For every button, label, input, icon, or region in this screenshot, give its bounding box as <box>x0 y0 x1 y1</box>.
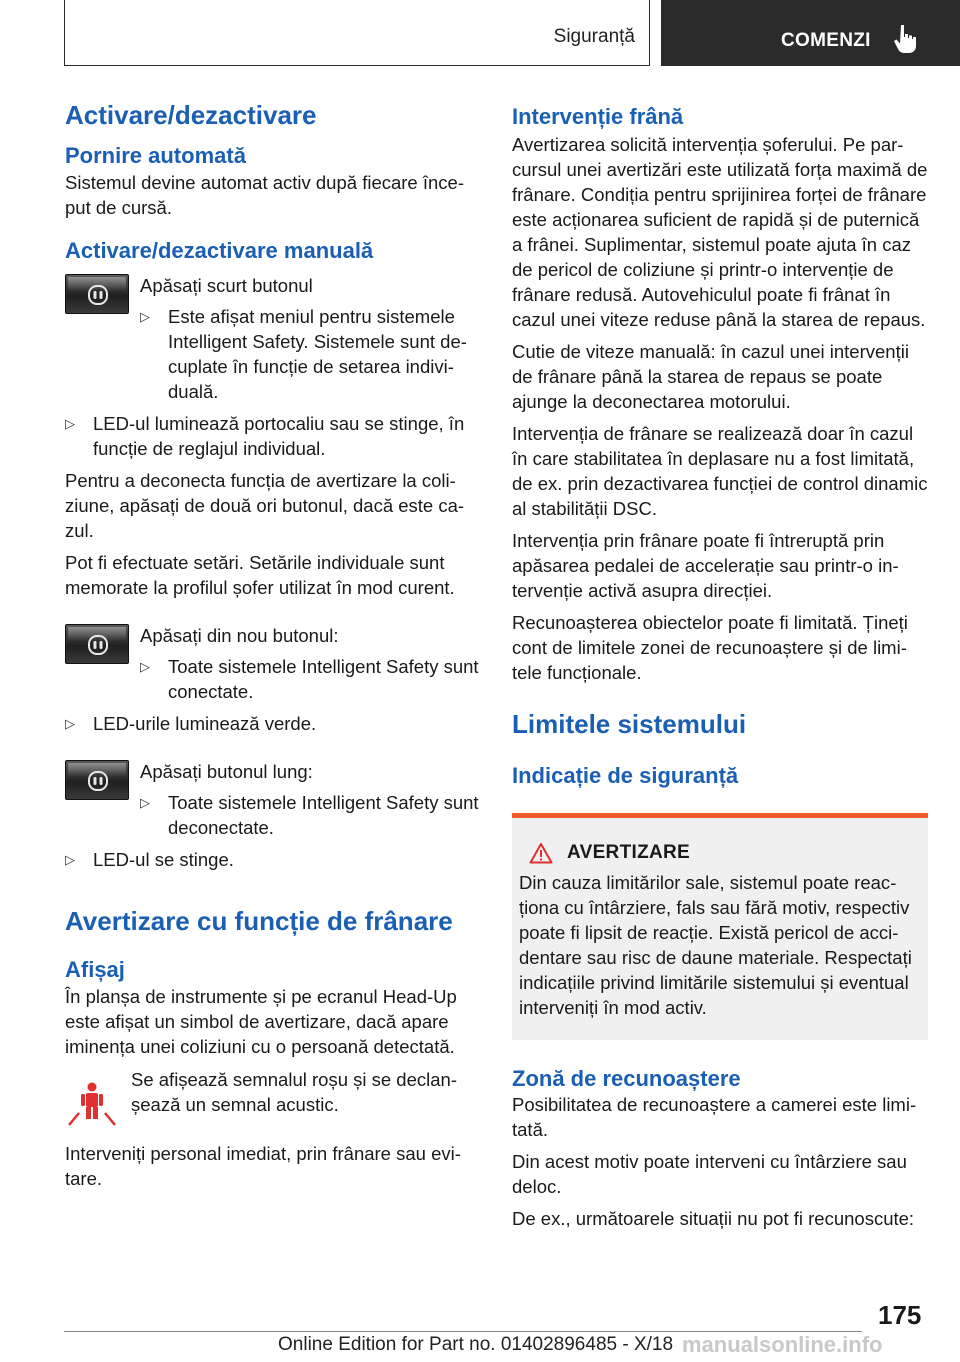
zone-text-1: Posibilitatea de recunoaștere a camerei este limitată. <box>512 1094 917 1141</box>
section-heading-limits: Limitele sistemului <box>512 709 747 740</box>
step3-led <box>65 847 480 872</box>
chapter-title: COMENZI <box>781 30 871 51</box>
brake-text-5: Recunoașterea obiectelor poate fi limitată. Țineți cont de limitele zonei de recunoaștere și de limitele funcționale. <box>512 612 908 684</box>
disconnect-text: Pentru a deconecta funcția de avertizare la coliziune, apăsați de două ori butonul, dacă este cazul. <box>65 469 465 541</box>
signal-text: Se afișează semnalul roșu și se declanșează un semnal acustic. <box>131 1068 457 1115</box>
step1-led <box>65 411 480 461</box>
section-heading-activation: Activare/dezactivare <box>65 100 317 130</box>
safety-button-image <box>65 760 129 800</box>
zone-text-3: De ex., următoarele situații nu pot fi recunoscute: <box>512 1208 915 1230</box>
brake-text-2: Cutie de viteze manuală: în cazul unei intervenții de frânare până la starea de repaus se poate ajunge la deconectarea motorului. <box>512 341 909 413</box>
brake-text-1: Avertizarea solicită intervenția șoferului. Pe parcursul unei avertizări este utilizată forța maximă de frânare. Condiția pentru sprijinirea forței de frânare este acționarea suficient de rapidă și de puternică a frânei. Suplimentar, sistemul poate ajuta în caz de pericol de coliziune și printr-o intervenție de frânare redusă. Autovehiculul poate fi frânat în cazul unei viteze reduse până la starea de repaus. <box>512 134 928 331</box>
settings-text: Pot fi efectuate setări. Setările individuale sunt memorate la profilul șofer utilizat în mod curent. <box>65 551 455 598</box>
pedestrian-warning-icon <box>67 1081 117 1127</box>
right-column <box>512 100 928 1231</box>
heading-brake-intervention: Intervenție frână <box>512 104 684 129</box>
heading-safety-note: Indicație de siguranță <box>512 762 739 788</box>
triangle-bullet-icon: ▷ <box>140 308 150 324</box>
triangle-bullet-icon: ▷ <box>140 794 150 810</box>
brake-text-3: Intervenția de frânare se realizează doar în cazul în care stabilitatea în deplasare nu a fost limitată, de ex. prin dezactivarea funcției de control dinamic al stabilității DSC. <box>512 423 928 520</box>
heading-recognition-zone: Zonă de recunoaștere <box>512 1065 741 1091</box>
auto-start-text: Sistemul devine automat activ după fiecare început de cursă. <box>65 171 464 218</box>
heading-display: Afișaj <box>65 957 125 983</box>
page-number: 175 <box>878 1300 922 1330</box>
warning-label: AVERTIZARE <box>567 841 690 863</box>
triangle-bullet-icon: ▷ <box>140 658 150 674</box>
step2-led-text: LED-urile luminează verde. <box>93 712 317 734</box>
signal-row <box>65 1067 480 1125</box>
triangle-bullet-icon: ▷ <box>65 715 75 731</box>
step1-result-text: Este afișat meniul pentru sistemele Intelligent Safety. Sistemele sunt decuplate în funcție de setarea individuală. <box>168 305 467 402</box>
safety-button-image <box>65 274 129 314</box>
brake-text-4: Intervenția prin frânare poate fi întreruptă prin apăsarea pedalei de accelerație sau printr-o intervenție activă asupra direcției. <box>512 530 899 602</box>
left-column <box>65 100 480 1191</box>
warning-box <box>512 813 928 1040</box>
chapter-tab <box>661 0 960 66</box>
intervene-text: Interveniți personal imediat, prin frânare sau evitare. <box>65 1142 461 1189</box>
step2-result-text: Toate sistemele Intelligent Safety sunt conectate. <box>168 655 479 702</box>
step2-result <box>140 654 480 704</box>
step-press-again <box>65 623 480 704</box>
step1-result <box>140 304 480 404</box>
step2-led <box>65 711 480 736</box>
safety-button-image <box>65 624 129 664</box>
safety-button-icon <box>86 283 110 307</box>
triangle-bullet-icon: ▷ <box>65 851 75 867</box>
watermark-brand: manualsonline.info <box>682 1332 883 1357</box>
warning-triangle-icon <box>529 842 553 864</box>
triangle-bullet-icon: ▷ <box>65 415 75 431</box>
display-text: În planșa de instrumente și pe ecranul Head-Up este afișat un simbol de avertizare, dacă apare iminența unei coliziuni cu o persoană detectată. <box>65 985 457 1057</box>
section-heading-brake-warning: Avertizare cu funcție de frânare <box>65 905 453 936</box>
step1-text: Apăsați scurt butonul <box>140 274 313 296</box>
step3-result-text: Toate sistemele Intelligent Safety sunt deconectate. <box>168 791 479 838</box>
heading-manual: Activare/dezactivare manuală <box>65 237 374 263</box>
step2-text: Apăsați din nou butonul: <box>140 624 339 646</box>
page-header <box>0 0 960 66</box>
section-title: Siguranță <box>553 26 635 47</box>
step3-text: Apăsați butonul lung: <box>140 760 313 782</box>
step1-led-text: LED-ul luminează portocaliu sau se stinge, în funcție de reglajul individual. <box>93 412 465 459</box>
step-press-long <box>65 759 480 840</box>
step-press-short <box>65 273 480 404</box>
heading-auto-start: Pornire automată <box>65 143 246 169</box>
section-tab <box>64 0 650 66</box>
warning-text: Din cauza limitărilor sale, sistemul poate reacționa cu întârziere, fals sau fără motiv, respectiv poate fi lipsit de reacție. Există pericol de accidentare sau risc de daune materiale. Respectați indicațiile privind limitările sistemului și eventual interveniți în mod activ. <box>519 871 912 1018</box>
warning-header <box>529 842 920 864</box>
pointing-hand-icon <box>893 23 919 53</box>
edition-text: Online Edition for Part no. 01402896485 - X/18 <box>278 1334 674 1355</box>
zone-text-2: Din acest motiv poate interveni cu întârziere sau deloc. <box>512 1151 907 1198</box>
safety-button-icon <box>86 769 110 793</box>
safety-button-icon <box>86 633 110 657</box>
step3-result <box>140 790 480 840</box>
step3-led-text: LED-ul se stinge. <box>93 848 234 870</box>
